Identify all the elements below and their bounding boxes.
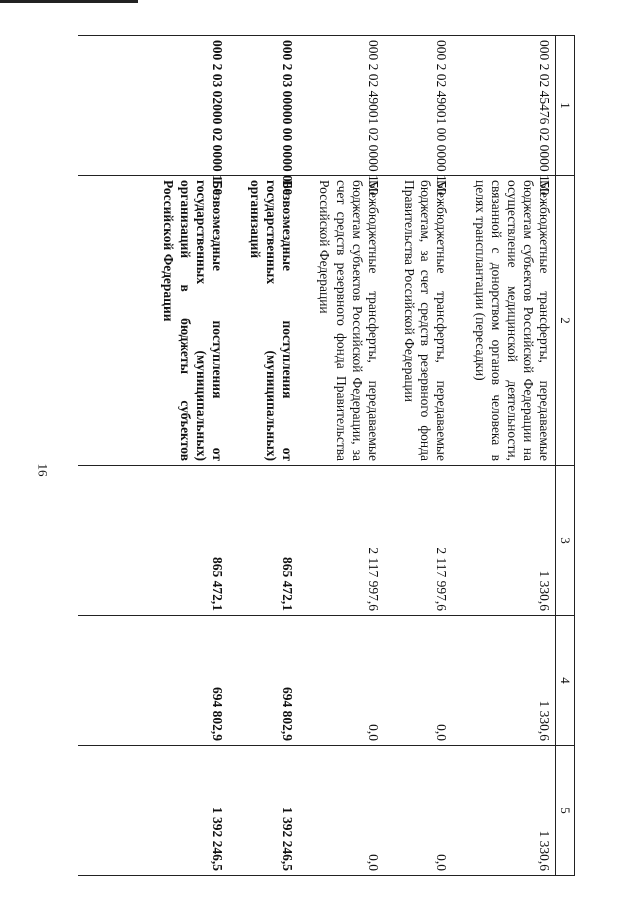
- row-value-3: 2 117 997,6: [298, 466, 384, 616]
- row-name: Межбюджетные трансферты, передаваемые бюджетам субъектов Российской Федерации, за счет средств резервного фонда Правительства Российской Федерации: [298, 176, 384, 466]
- row-name: Межбюджетные трансферты, передаваемые бюджетам субъектов Российской Федерации на осуществление медицинской деятельности, связанной с донорством органов человека в целях трансплантации (пересадки): [452, 176, 556, 466]
- row-value-4: 694 802,9: [78, 616, 228, 746]
- budget-table: [78, 35, 575, 876]
- row-code: 000 2 02 49001 00 0000 150: [384, 36, 452, 176]
- row-value-5: 0,0: [298, 746, 384, 876]
- table-row: [228, 36, 298, 876]
- table-row: [78, 36, 228, 876]
- row-code: 000 2 02 49001 02 0000 150: [298, 36, 384, 176]
- header-col-1: 1: [556, 36, 575, 176]
- rotated-page: [45, 35, 575, 875]
- row-value-4: 1 330,6: [452, 616, 556, 746]
- table-row: [452, 36, 556, 876]
- row-value-4: 0,0: [298, 616, 384, 746]
- row-value-3: 2 117 997,6: [384, 466, 452, 616]
- row-name: Межбюджетные трансферты, передаваемые бюджетам, за счет средств резервного фонда Правительства Российской Федерации: [384, 176, 452, 466]
- page-number: 16: [35, 463, 51, 477]
- row-code: 000 2 02 45476 02 0000 150: [452, 36, 556, 176]
- row-value-5: 1 392 246,5: [78, 746, 228, 876]
- header-col-5: 5: [556, 746, 575, 876]
- top-rule: [0, 0, 138, 3]
- row-code: 000 2 03 02000 02 0000 150: [78, 36, 228, 176]
- header-col-3: 3: [556, 466, 575, 616]
- row-value-5: 1 392 246,5: [228, 746, 298, 876]
- row-code: 000 2 03 00000 00 0000 000: [228, 36, 298, 176]
- row-value-3: 865 472,1: [228, 466, 298, 616]
- row-value-5: 1 330,6: [452, 746, 556, 876]
- row-value-4: 694 802,9: [228, 616, 298, 746]
- row-value-4: 0,0: [384, 616, 452, 746]
- row-value-3: 1 330,6: [452, 466, 556, 616]
- header-row: [556, 36, 575, 876]
- table-row: [384, 36, 452, 876]
- row-value-3: 865 472,1: [78, 466, 228, 616]
- header-col-2: 2: [556, 176, 575, 466]
- row-value-5: 0,0: [384, 746, 452, 876]
- header-col-4: 4: [556, 616, 575, 746]
- table-row: [298, 36, 384, 876]
- row-name: Безвозмездные поступления от государственных (муниципальных) организаций в бюджеты субъектов Российской Федерации: [78, 176, 228, 466]
- row-name: Безвозмездные поступления от государственных (муниципальных) организаций: [228, 176, 298, 466]
